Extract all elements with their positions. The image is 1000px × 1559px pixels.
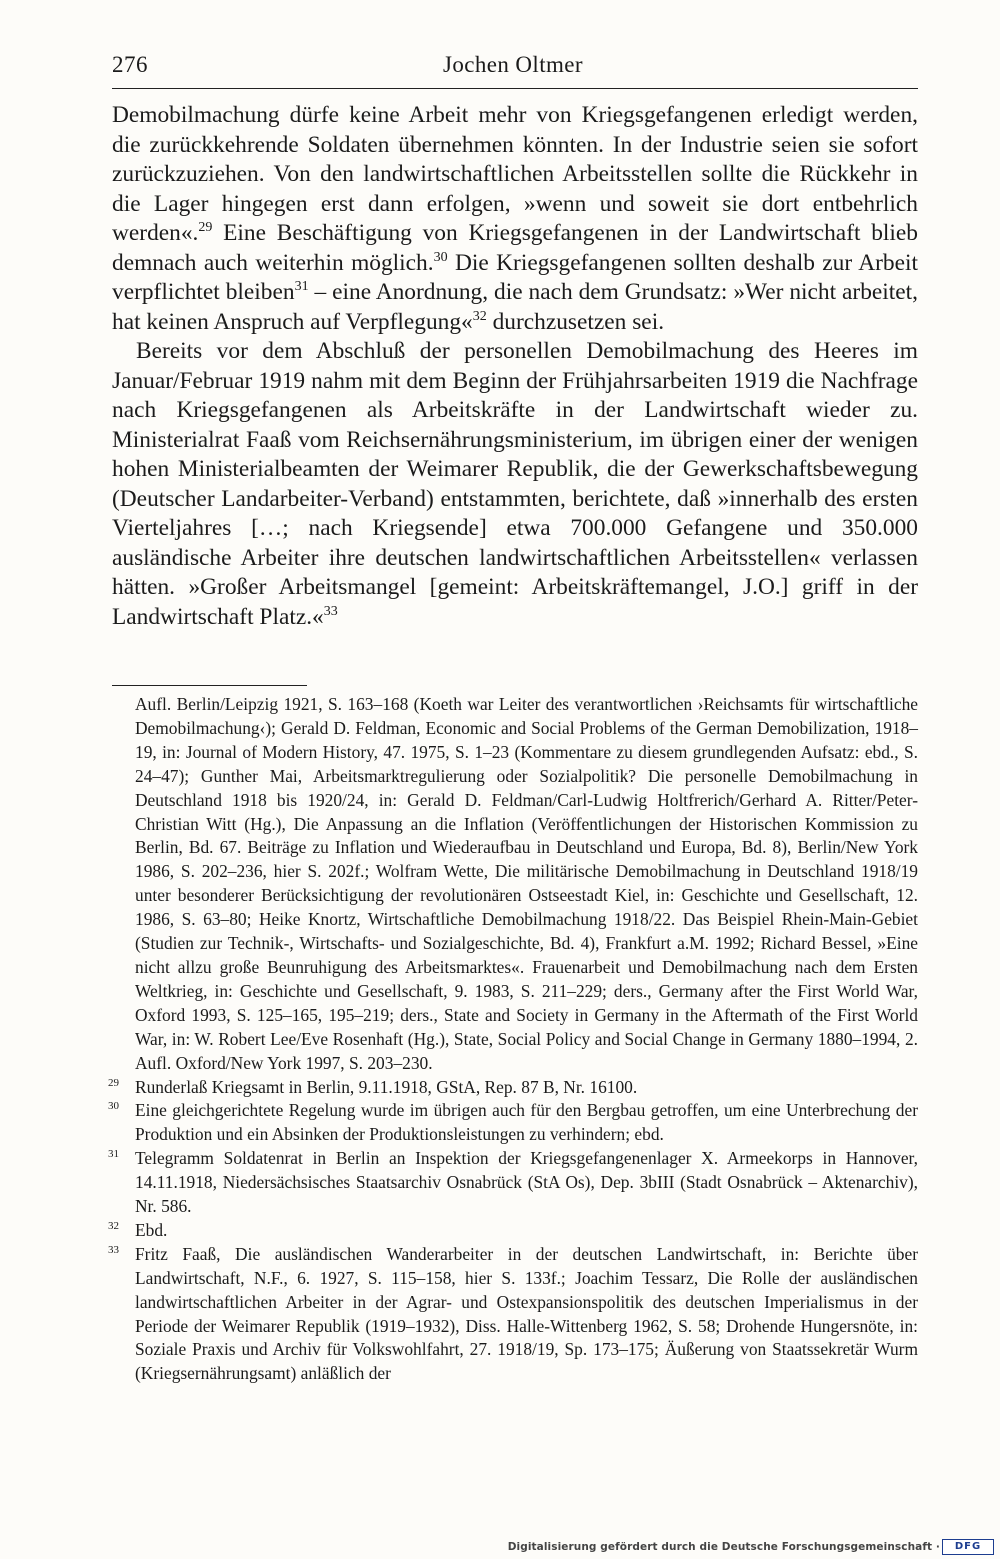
- footnote-ref-33: 33: [323, 603, 338, 619]
- page-header: [112, 52, 918, 86]
- footnote-continued-text: Aufl. Berlin/Leipzig 1921, S. 163–168 (Koeth war Leiter des verantwortlichen ›Reichsamts für wirtschaftliche Demobilmachung‹); Gerald D. Feldman, Economic and Social Problems of the German Demobilization, 1918–19, in: Journal of Modern History, 47. 1975, S. 1–23 (Kommentare zu diesem grundlegenden Aufsatz: ebd., S. 24–47); Gunther Mai, Arbeitsmarktregulierung oder Sozialpolitik? Die personelle Demobilmachung in Deutschland 1918 bis 1920/24, in: Gerald D. Feldman/Carl-Ludwig Holtfrerich/Gerhard A. Ritter/Peter-Christian Witt (Hg.), Die Anpassung an die Inflation (Veröffentlichungen der Historischen Kommission zu Berlin, Bd. 67. Beiträge zu Inflation und Wiederaufbau in Deutschland und Europa, Bd. 8), Berlin/New York 1986, S. 202–236, hier S. 202f.; Wolfram Wette, Die militärische Demobilmachung in Deutschland 1918/19 unter besonderer Berücksichtigung der revolutionären Ostseestadt Kiel, in: Geschichte und Gesellschaft, 12. 1986, S. 63–80; Heike Knortz, Wirtschaftliche Demobilmachung 1918/22. Das Beispiel Rhein-Main-Gebiet (Studien zur Technik-, Wirtschafts- und Sozialgeschichte, Bd. 4), Frankfurt a.M. 1992; Richard Bessel, »Eine nicht allzu große Beunruhigung des Arbeitsmarktes«. Frauenarbeit und Demobilmachung nach dem Ersten Weltkrieg, in: Geschichte und Gesellschaft, 9. 1983, S. 211–229; ders., Germany after the First World War, Oxford 1993, S. 125–165, 195–219; ders., State and Society in Germany in the Aftermath of the First World War, in: W. Robert Lee/Eve Rosenhaft (Hg.), State, Social Policy and Social Change in Germany 1880–1994, 2. Aufl. Oxford/New York 1997, S. 203–230.: [135, 694, 918, 1073]
- footnote-ref-31: 31: [294, 279, 309, 294]
- footnote-text: Telegramm Soldatenrat in Berlin an Inspektion der Kriegsgefangenenlager X. Armeekorps in Hannover, 14.11.1918, Niedersächsisches Staatsarchiv Osnabrück (StA Os), Dep. 3bIII (Stadt Osnabrück – Aktenarchiv), Nr. 586.: [135, 1148, 918, 1217]
- footnote-number: 29: [108, 1076, 119, 1089]
- footnote-text: Fritz Faaß, Die ausländischen Wanderarbeiter in der deutschen Landwirtschaft, in: Berichte über Landwirtschaft, N.F., 6. 1927, S. 115–158, hier S. 133f.; Joachim Tessarz, Die Rolle der ausländischen landwirtschaftlichen Arbeiter in der Agrar- und Ostexpansionspolitik des deutschen Imperialismus in der Periode der Weimarer Republik (1919–1932), Diss. Halle-Wittenberg 1962, S. 58; Drohende Hungersnöte, in: Soziale Praxis und Archiv für Volkswohlfahrt, 27. 1918/19, Sp. 173–175; Äußerung von Staatssekretär Wurm (Kriegsernährungsamt) anläßlich der: [135, 1243, 918, 1384]
- digitization-note: Digitalisierung gefördert durch die Deutsche Forschungsgemeinschaft ·: [507, 1541, 940, 1553]
- paragraph-1-text-a: Demobilmachung dürfe keine Arbeit mehr von Kriegsgefangenen erledigt werden, die zurückkehrende Soldaten übernehmen könnten. In der Industrie seien sie sofort zurückzuziehen. Von den landwirtschaftlichen Arbeitsstellen sollte die Rückkehr in die Lager hingegen erst dann erfolgen, »wenn und soweit sie dort entbehrlich werden«.: [112, 102, 918, 246]
- page-number: 276: [112, 52, 148, 77]
- footnote-number: 30: [108, 1100, 119, 1113]
- paragraph-1: [112, 101, 918, 337]
- footnote-text: Eine gleichgerichtete Regelung wurde im übrigen auch für den Bergbau getroffen, um eine Unterbrechung der Produktion und ein Absinken der Produktionsleistungen zu verhindern; ebd.: [135, 1100, 918, 1145]
- footnote-number: 33: [108, 1243, 119, 1256]
- paragraph-2: [112, 337, 918, 632]
- footnote-31: [108, 1147, 918, 1219]
- main-text: [112, 101, 918, 632]
- paragraph-1-text-b: Eine Beschäftigung von Kriegsgefangenen in der Landwirtschaft blieb demnach auch weiterhin möglich.: [112, 220, 918, 276]
- dfg-logo: DFG: [942, 1539, 994, 1555]
- footnote-ref-32: 32: [472, 308, 487, 324]
- footnote-32: [108, 1219, 918, 1243]
- paragraph-2-text: Bereits vor dem Abschluß der personellen Demobilmachung des Heeres im Januar/Februar 1919 nahm mit dem Beginn der Frühjahrsarbeiten 1919 die Nachfrage nach Kriegsgefangenen als Arbeitskräfte in der Landwirtschaft wieder zu. Ministerialrat Faaß vom Reichsernährungsministerium, im übrigen einer der wenigen hohen Ministerialbeamten der Weimarer Republik, die der Gewerkschaftsbewegung (Deutscher Landarbeiter-Verband) entstammten, berichtete, daß »innerhalb des ersten Vierteljahres […; nach Kriegsende] etwa 700.000 Gefangene und 350.000 ausländische Arbeiter ihre deutschen landwirtschaftlichen Arbeitsstellen« verlassen hätten. »Großer Arbeitsmangel [gemeint: Arbeitskräftemangel, J.O.] griff in der Landwirtschaft Platz.«: [112, 338, 918, 630]
- footnote-29: [108, 1076, 918, 1100]
- paragraph-1-text-c: Die Kriegsgefangenen sollten deshalb zur Arbeit verpflichtet bleiben: [112, 249, 918, 305]
- footnote-number: 31: [108, 1148, 119, 1161]
- footnote-text: Ebd.: [135, 1219, 168, 1240]
- footnote-33: [108, 1243, 918, 1386]
- paragraph-1-text-d: – eine Anordnung, die nach dem Grundsatz: »Wer nicht arbeitet, hat keinen Anspruch auf Verpflegung«: [112, 279, 918, 335]
- footnote-ref-30: 30: [433, 249, 448, 265]
- footnotes: [108, 693, 918, 1386]
- footnote-number: 32: [108, 1219, 119, 1232]
- paragraph-1-text-e: durchzusetzen sei.: [486, 308, 665, 335]
- footnote-rule: [112, 685, 307, 686]
- header-rule: [112, 88, 918, 89]
- footnote-continued: [108, 693, 918, 1076]
- footnote-ref-29: 29: [198, 220, 213, 235]
- running-head: Jochen Oltmer: [443, 52, 583, 77]
- footnote-30: [108, 1099, 918, 1147]
- footnote-text: Runderlaß Kriegsamt in Berlin, 9.11.1918, GStA, Rep. 87 B, Nr. 16100.: [135, 1076, 638, 1097]
